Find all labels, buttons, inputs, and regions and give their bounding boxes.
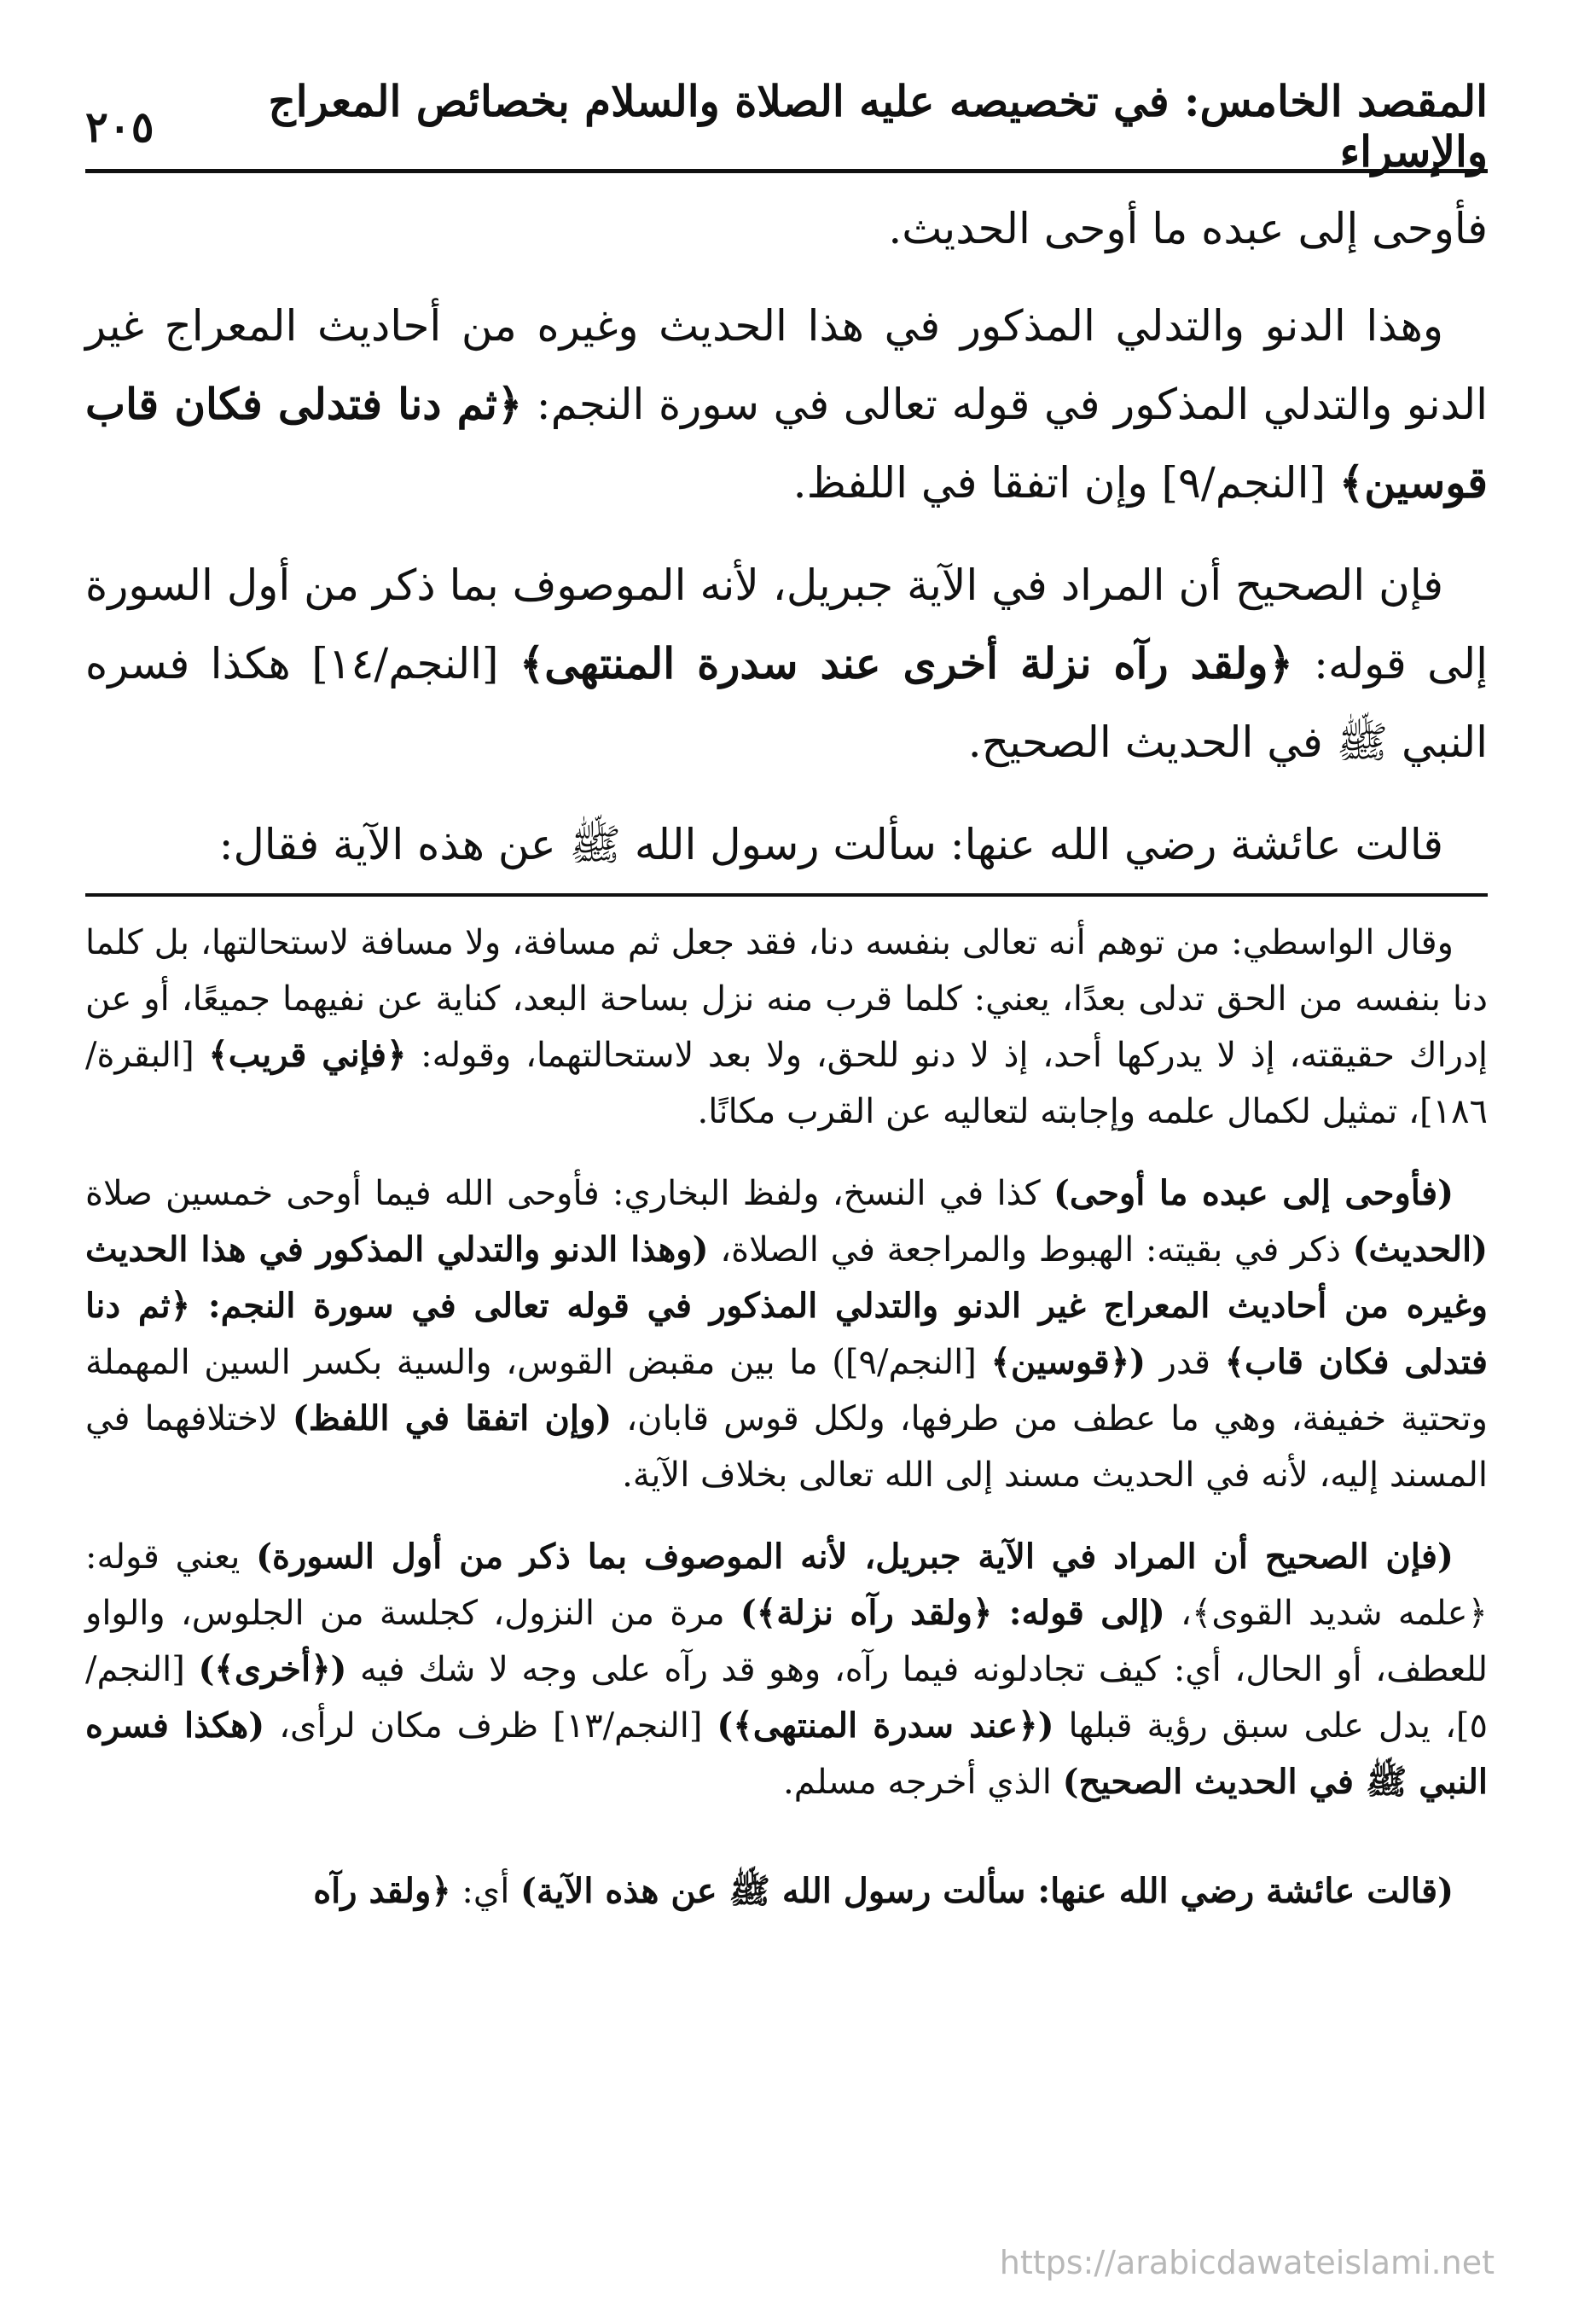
header-rule bbox=[85, 169, 1488, 173]
source-watermark: https://arabicdawateislami.net bbox=[999, 2244, 1495, 2281]
chapter-title: المقصد الخامس: في تخصيصه عليه الصلاة والسلام بخصائص المعراج والإسراء bbox=[268, 76, 1488, 177]
running-header bbox=[85, 76, 1488, 177]
main-paragraph-3: فإن الصحيح أن المراد في الآية جبريل، لأنه الموصوف بما ذكر من أول السورة إلى قوله: ﴿ولقد رآه نزلة أخرى عند سدرة المنتهى﴾ [النجم/١٤] هكذا فسره النبي ﷺ في الحديث الصحيح. bbox=[85, 561, 1488, 767]
commentary bbox=[85, 915, 1488, 1945]
main-paragraph-1: فأوحى إلى عبده ما أوحى الحديث. bbox=[888, 204, 1488, 253]
main-paragraph-4: قالت عائشة رضي الله عنها: سألت رسول الله ﷺ عن هذه الآية فقال: bbox=[218, 820, 1443, 869]
quran-quote: ﴿ثم دنا فتدلى فكان قاب قوسين﴾ bbox=[85, 379, 1488, 508]
commentary-paragraph-2: (فأوحى إلى عبده ما أوحى) كذا في النسخ، ولفظ البخاري: فأوحى الله فيما أوحى خمسين صلاة (الحديث) ذكر في بقيته: الهبوط والمراجعة في الصلاة، (وهذا الدنو والتدلي المذكور في هذا الحديث وغيره من أحاديث المعراج غير الدنو والتدلي المذكور في قوله تعالى في سورة النجم: ﴿ثم دنا فتدلى فكان قاب﴾ قدر (﴿قوسين﴾ [النجم/٩]) ما بين مقبض القوس، والسية بكسر السين المهملة وتحتية خفيفة، وهي ما عطف من طرفها، ولكل قوس قابان، (وإن اتفقا في اللفظ) لاختلافهما في المسند إليه، لأنه في الحديث مسند إلى الله تعالى بخلاف الآية. bbox=[85, 1173, 1488, 1495]
main-text bbox=[85, 189, 1488, 908]
quran-quote: ﴿ولقد رآه نزلة أخرى عند سدرة المنتهى﴾ bbox=[519, 638, 1293, 688]
commentary-paragraph-4: (قالت عائشة رضي الله عنها: سألت رسول الله ﷺ عن هذه الآية) أي: ﴿ولقد رآه bbox=[313, 1871, 1454, 1911]
commentary-paragraph-1: وقال الواسطي: من توهم أنه تعالى بنفسه دنا، فقد جعل ثم مسافة، ولا مسافة لاستحالتها، بل كلما دنا بنفسه من الحق تدلى بعدًا، يعني: كلما قرب منه نزل بساحة البعد، كناية عن نفيهما جميعًا، أو عن إدراك حقيقته، إذ لا يدركها أحد، إذ لا دنو للحق، ولا بعد لاستحالتهما، وقوله: ﴿فإني قريب﴾ [البقرة/١٨٦]، تمثيل لكمال علمه وإجابته لتعاليه عن القرب مكانًا. bbox=[85, 923, 1488, 1131]
page-number: ٢٠٥ bbox=[85, 101, 154, 152]
commentary-rule bbox=[85, 893, 1488, 897]
main-paragraph-2: وهذا الدنو والتدلي المذكور في هذا الحديث وغيره من أحاديث المعراج غير الدنو والتدلي المذكور في قوله تعالى في سورة النجم: ﴿ثم دنا فتدلى فكان قاب قوسين﴾ [النجم/٩] وإن اتفقا في اللفظ. bbox=[85, 301, 1489, 508]
commentary-paragraph-3: (فإن الصحيح أن المراد في الآية جبريل، لأنه الموصوف بما ذكر من أول السورة) يعني قوله: ﴿علمه شديد القوى﴾، (إلى قوله: ﴿ولقد رآه نزلة﴾) مرة من النزول، كجلسة من الجلوس، والواو للعطف، أو الحال، أي: كيف تجادلونه فيما رآه، وهو قد رآه على وجه لا شك فيه (﴿أخرى﴾) [النجم/٥]، يدل على سبق رؤية قبلها (﴿عند سدرة المنتهى﴾) [النجم/١٣] ظرف مكان لرأى، (هكذا فسره النبي ﷺ في الحديث الصحيح) الذي أخرجه مسلم. bbox=[85, 1537, 1489, 1802]
